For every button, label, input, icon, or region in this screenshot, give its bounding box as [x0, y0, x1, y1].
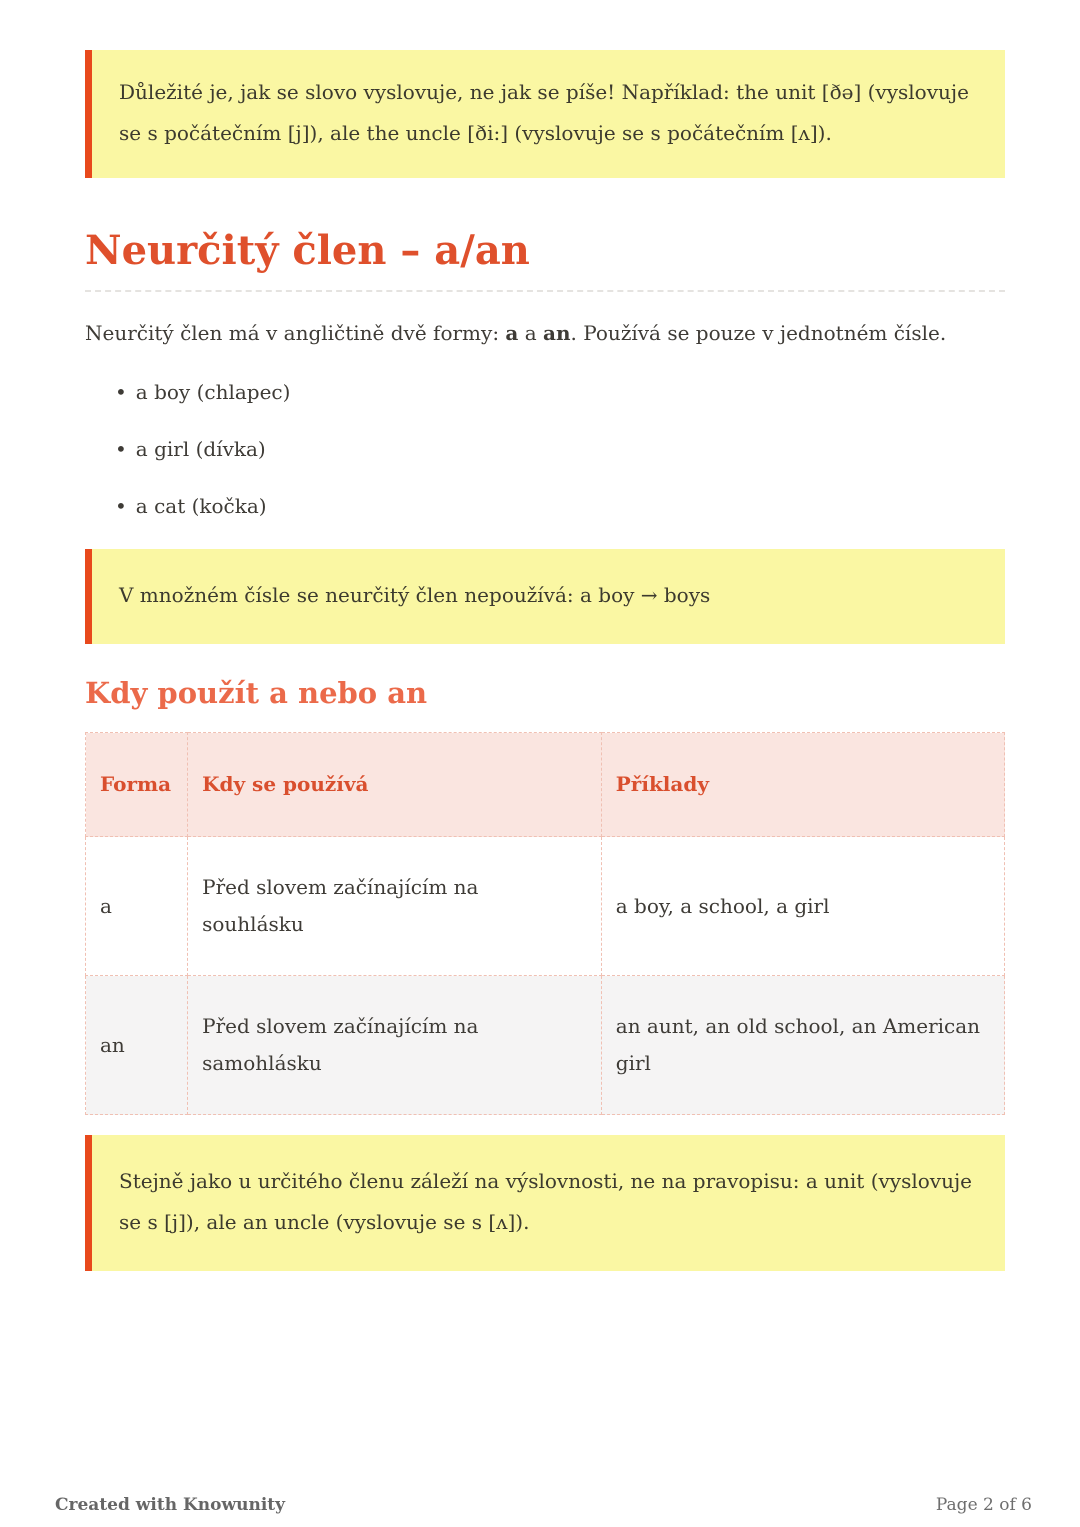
cell-kdy: Před slovem začínajícím na souhlásku: [188, 837, 602, 976]
list-item: [115, 378, 1005, 406]
cell-kdy: Před slovem začínajícím na samohlásku: [188, 976, 602, 1115]
intro-prefix: Neurčitý člen má v angličtině dvě formy:: [85, 321, 506, 345]
list-item: [115, 435, 1005, 463]
footer-page-number: Page 2 of 6: [935, 1495, 1032, 1515]
footer-brand: Created with Knowunity: [55, 1495, 286, 1515]
cell-forma: an: [86, 976, 188, 1115]
intro-suffix: . Používá se pouze v jednotném čísle.: [570, 321, 947, 345]
table-row: [86, 837, 1005, 976]
intro-paragraph: [85, 318, 1005, 348]
table-header-kdy: Kdy se používá: [188, 733, 602, 837]
example-list: [85, 378, 1005, 520]
list-item-text: a cat (kočka): [135, 494, 267, 518]
cell-forma: a: [86, 837, 188, 976]
section-subtitle: Kdy použít a nebo an: [85, 676, 428, 710]
usage-table: [85, 732, 1005, 1115]
callout-pronunciation-the: [85, 50, 1005, 178]
callout-pronunciation-a-text: Stejně jako u určitého členu záleží na výslovnosti, ne na pravopisu: a unit (vyslovuje se s [j]), ale an uncle (vyslovuje se s [ʌ]).: [119, 1169, 973, 1234]
cell-priklady: a boy, a school, a girl: [601, 837, 1004, 976]
intro-mid: a: [518, 321, 544, 345]
usage-table-body: [86, 837, 1005, 1115]
list-item-text: a girl (dívka): [135, 437, 266, 461]
callout-pronunciation-the-text: Důležité je, jak se slovo vyslovuje, ne jak se píše! Například: the unit [ðə] (vyslovuje se s počátečním [j]), ale the uncle [ði:] (vyslovuje se s počátečním [ʌ]).: [119, 80, 969, 145]
page-footer: [55, 1495, 1032, 1515]
list-item-text: a boy (chlapec): [135, 380, 291, 404]
page-title: Neurčitý člen – a/an: [85, 230, 1005, 292]
cell-priklady: an aunt, an old school, an American girl: [601, 976, 1004, 1115]
table-header-row: [86, 733, 1005, 837]
callout-plural-note-text: V množném čísle se neurčitý člen nepoužívá: a boy → boys: [119, 583, 711, 607]
intro-bold-a: a: [505, 321, 519, 345]
table-header-forma: Forma: [86, 733, 188, 837]
usage-table-head: [86, 733, 1005, 837]
intro-bold-an: an: [543, 321, 571, 345]
list-item: [115, 492, 1005, 520]
table-row: [86, 976, 1005, 1115]
table-header-priklady: Příklady: [601, 733, 1004, 837]
callout-plural-note: [85, 549, 1005, 644]
callout-pronunciation-a: [85, 1135, 1005, 1271]
